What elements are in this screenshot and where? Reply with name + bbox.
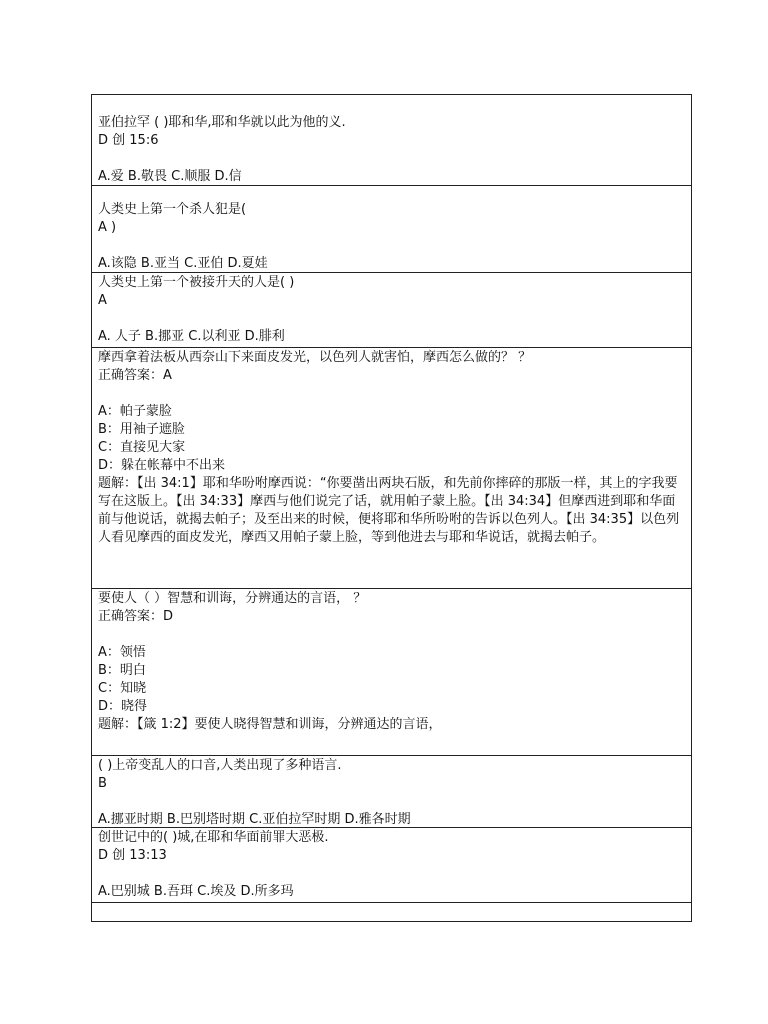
question-text: 亚伯拉罕 ( )耶和华,耶和华就以此为他的义. bbox=[98, 115, 346, 130]
option-item: D：躲在帐幕中不出来 bbox=[98, 458, 226, 473]
options-text: A.挪亚时期 B.巴别塔时期 C.亚伯拉罕时期 D.雅各时期 bbox=[98, 812, 411, 827]
question-cell-3 bbox=[92, 273, 691, 348]
answer-text: D 创 15:6 bbox=[98, 133, 159, 148]
answer-text: D 创 13:13 bbox=[98, 848, 167, 863]
answer-text: B bbox=[98, 776, 107, 791]
explanation-text: 题解：【出 34:1】耶和华吩咐摩西说：“你要凿出两块石版，和先前你摔碎的那版一样，其上的字我要写在这版上。【出 34:33】摩西与他们说完了话，就用帕子蒙上脸。【出 34:34】但摩西进到耶和华面前与他说话，就揭去帕子；及至出来的时候，便将耶和华所吩咐的告诉以色列人。【出 34:35】以色列人看见摩西的面皮发光，摩西又用帕子蒙上脸，等到他进去与耶和华说话，就揭去帕子。 bbox=[98, 476, 680, 545]
options-text: A. 人子 B.挪亚 C.以利亚 D.腓利 bbox=[98, 329, 285, 344]
option-item: B：用袖子遮脸 bbox=[98, 422, 185, 437]
option-item: B：明白 bbox=[98, 663, 146, 678]
question-cell-7 bbox=[92, 828, 691, 903]
answer-text: A bbox=[98, 293, 107, 308]
options-text: A.爱 B.敬畏 C.顺服 D.信 bbox=[98, 169, 242, 184]
question-text: ( )上帝变乱人的口音,人类出现了多种语言. bbox=[98, 758, 342, 773]
question-text: 摩西拿着法板从西奈山下来面皮发光，以色列人就害怕，摩西怎么做的？ ？ bbox=[98, 350, 532, 365]
option-item: C：知晓 bbox=[98, 681, 147, 696]
question-text: 人类史上第一个杀人犯是( bbox=[98, 202, 247, 217]
option-item: C：直接见大家 bbox=[98, 440, 186, 455]
question-cell-1 bbox=[92, 95, 691, 186]
question-cell-2 bbox=[92, 186, 691, 273]
question-cell-6 bbox=[92, 756, 691, 828]
question-cell-5 bbox=[92, 589, 691, 756]
explanation-text: 题解：【箴 1:2】要使人晓得智慧和训诲，分辨通达的言语， bbox=[98, 717, 442, 732]
options-text: A.该隐 B.亚当 C.亚伯 D.夏娃 bbox=[98, 256, 268, 271]
options-text: A.巴别城 B.吾珥 C.埃及 D.所多玛 bbox=[98, 884, 294, 899]
question-text: 人类史上第一个被接升天的人是( ) bbox=[98, 275, 295, 290]
question-cell-4 bbox=[92, 348, 691, 589]
answer-text: 正确答案：D bbox=[98, 609, 174, 624]
empty-row bbox=[92, 903, 691, 921]
option-item: D：晓得 bbox=[98, 699, 148, 714]
question-text: 创世记中的( )城,在耶和华面前罪大恶极. bbox=[98, 830, 329, 845]
option-item: A：帕子蒙脸 bbox=[98, 404, 172, 419]
option-item: A：领悟 bbox=[98, 645, 146, 660]
question-table bbox=[91, 94, 692, 922]
question-text: 要使人（ ）智慧和训诲，分辨通达的言语， ？ bbox=[98, 591, 367, 606]
answer-text: 正确答案：A bbox=[98, 368, 172, 383]
answer-text: A ) bbox=[98, 220, 117, 235]
